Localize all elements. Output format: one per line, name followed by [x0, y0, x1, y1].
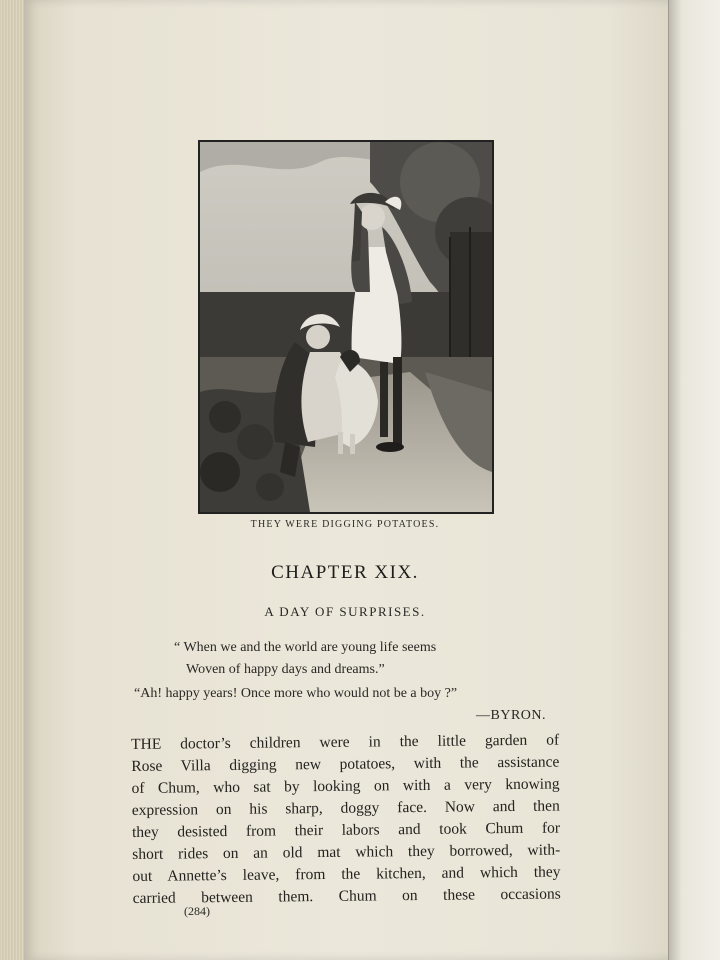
- garden-scene-image: [200, 142, 492, 512]
- epigraph-line: Woven of happy days and dreams.”: [186, 662, 385, 677]
- body-line: expression on his sharp, doggy face. Now and then: [131, 797, 560, 819]
- chapter-subtitle: A DAY OF SURPRISES.: [264, 604, 426, 619]
- body-line: Rose Villa digging new potatoes, with the assistance: [131, 753, 560, 775]
- body-line: THE doctor’s children were in the little garden of: [131, 731, 560, 753]
- body-line: out Annette’s leave, from the kitchen, and which they: [132, 863, 561, 885]
- facing-page-edge: [668, 0, 720, 960]
- epigraph-verse: [174, 637, 436, 681]
- chapter-illustration: [198, 140, 494, 514]
- body-line: short rides on an old mat which they borrowed, with-: [132, 841, 561, 863]
- body-line: carried between them. Chum on these occasions: [132, 885, 561, 907]
- body-line: they desisted from their labors and took Chum for: [131, 819, 561, 841]
- body-line: of Chum, who sat by looking on with a very knowing: [131, 775, 560, 797]
- illustration-caption: THEY WERE DIGGING POTATOES.: [250, 519, 440, 530]
- epigraph-attribution: —BYRON.: [476, 708, 547, 723]
- epigraph-line: “ When we and the world are young life seems: [174, 640, 437, 655]
- chapter-heading: CHAPTER XIX.: [271, 562, 419, 583]
- page-number: (284): [184, 904, 210, 918]
- chapter-body-text: [131, 730, 561, 910]
- epigraph-quote: “Ah! happy years! Once more who would not be a boy ?”: [134, 686, 458, 701]
